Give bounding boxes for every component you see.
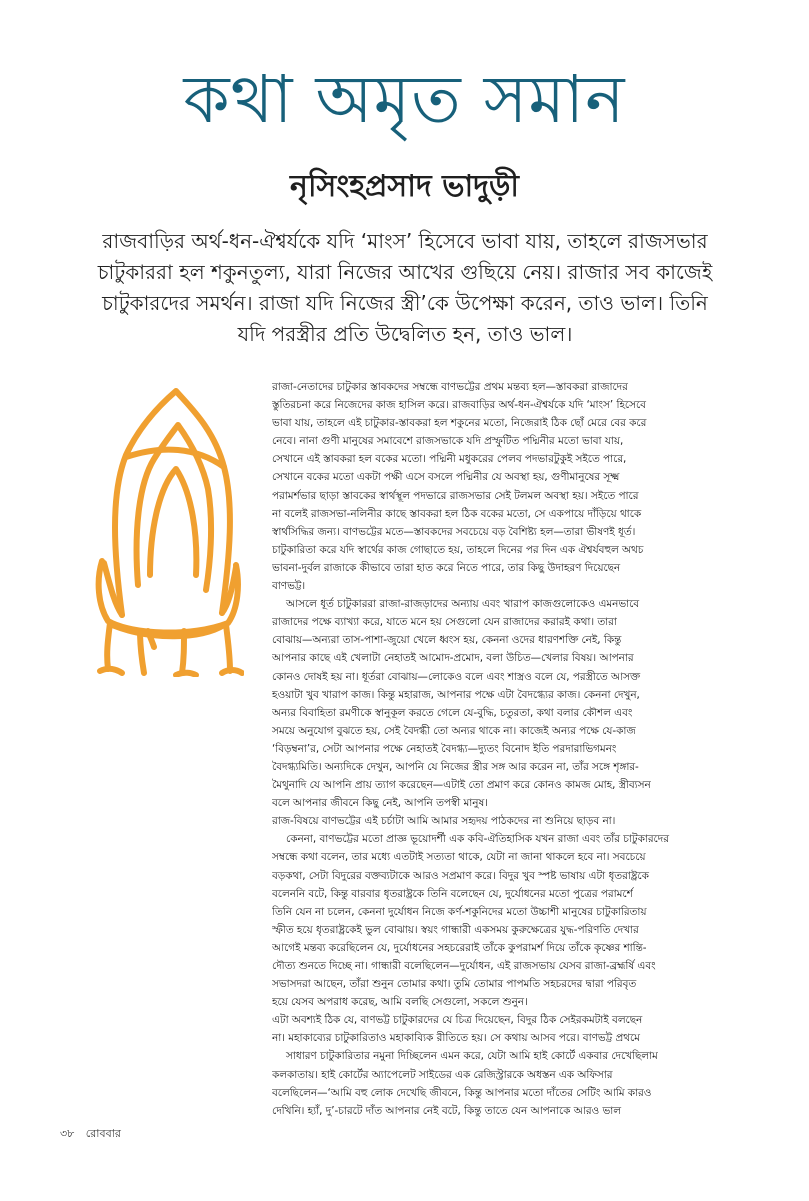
page-footer xyxy=(60,1126,121,1142)
body-line: ভাবনা-দুর্বল রাজাকে কীভাবে তারা হাত করে নিতে পারে, তার কিছু উদাহরণ দিয়েছেন xyxy=(272,561,621,574)
standfirst-line: যদি পরস্ত্রীর প্রতি উদ্বেলিত হন, তাও ভাল। xyxy=(237,322,573,346)
body-line: তিনি যেন না চলেন, কেননা দুর্যোধন নিজে কর্ণ-শকুনিদের মতো উচ্চাশী মানুষের চাটুকারিতায় xyxy=(272,905,647,918)
body-line: সেখানে বকের মতো একটা পক্ষী এসে বসলে পদ্মিনীর যে অবস্থা হয়, গুণীমানুষের সূক্ষ্ম xyxy=(272,471,620,484)
body-line: আপনার কাছে এই খেলাটা নেহাতই আমোদ-প্রমোদ, বলা উচিত—খেলার বিষয়। আপনার xyxy=(272,652,634,665)
body-line: রাজা-নেতাদের চাটুকার স্তাবকদের সম্বন্ধে বাণভট্টের প্রথম মন্তব্য হল—স্তাবকরা রাজাদের xyxy=(272,381,628,393)
page-number: ৩৮ xyxy=(60,1127,75,1140)
body-line: ভাবা যায়, তাহলে এই চাটুকার-স্তাবকরা হল শকুনের মতো, নিজেরাই ঠিক ছোঁ মেরে বের করে xyxy=(272,417,647,430)
body-line: বাণভট্ট। xyxy=(272,580,306,593)
body-line: কেননা, বাণভট্টের মতো প্রাজ্ঞ ভূয়োদর্শী এক কবি-ঐতিহাসিক যখন রাজা এবং তাঁর চাটুকারদের xyxy=(286,833,669,846)
body-line: সাধারণ চাটুকারিতার নমুনা দিচ্ছিলেন এমন করে, যেটা আমি হাই কোর্টে একবার দেখেছিলাম xyxy=(286,1050,658,1063)
body-line: স্তুতিরচনা করে নিজেদের কাজ হাসিল করে। রাজবাড়ির অর্থ-ধন-ঐশ্বর্যকে যদি ‘মাংস’ হিসেবে xyxy=(272,399,646,412)
body-line: রাজাদের পক্ষে ব্যাখ্যা করে, যাতে মনে হয় সেগুলো যেন রাজাদের করারই কথা। তারা xyxy=(272,616,617,629)
body-line: ‘বিড়ম্বনা’র, সেটা আপনার পক্ষে নেহাতই বৈদগ্ধ্য—দ্যুতং বিনোদ ইতি পরদারাভিগমনং xyxy=(272,742,617,755)
body-line: বলে আপনার জীবনে কিছু নেই, আপনি তপস্বী মানুষ। xyxy=(272,797,488,810)
article-author: নৃসিংহপ্রসাদ ভাদুড়ী xyxy=(290,169,519,204)
body-line: দেখিনি। হ্যাঁ, দু’-চারটে দাঁত আপনার নেই বটে, কিন্তু তাতে যেন আপনাকে আরও ভাল xyxy=(272,1104,621,1117)
body-line: বলেছিলেন—‘আমি বহু লোক দেখেছি জীবনে, কিন্তু আপনার মতো দাঁতের সেটিং আমি কারও xyxy=(272,1086,652,1099)
standfirst-line: রাজবাড়ির অর্থ-ধন-ঐশ্বর্যকে যদি ‘মাংস’ হিসেবে ভাবা যায়, তাহলে রাজসভার xyxy=(102,229,708,253)
standfirst-line: চাটুকাররা হল শকুনতুল্য, যারা নিজের আখের গুছিয়ে নেয়। রাজার সব কাজেই xyxy=(97,260,713,284)
sketch-chair-illustration xyxy=(92,385,244,677)
body-line: বলেননি বটে, কিন্তু বারবার ধৃতরাষ্ট্রকে তিনি বলেছেন যে, দুর্যোধনের মতো পুত্রের পরামর্শে xyxy=(272,887,633,900)
body-line: সভাসদরা আছেন, তাঁরা শুনুন তোমার কথা। তুমি তোমার পাপমতি সহচরদের দ্বারা পরিবৃত xyxy=(272,978,637,991)
body-line: স্ফীত হয়ে ধৃতরাষ্ট্রকেই ভুল বোঝায়। স্বয়ং গান্ধারী একসময় কুরুক্ষেত্রের যুদ্ধ-পরিণতি দেখার xyxy=(272,923,639,936)
body-line: হওয়াটা খুব খারাপ কাজ। কিন্তু মহারাজ, আপনার পক্ষে এটা বৈদগ্ধ্যের কাজ। কেননা দেখুন, xyxy=(272,688,640,701)
body-line: রাজ-বিষয়ে বাণভট্টের এই চর্চাটা আমি আমার সহৃদয় পাঠকদের না শুনিয়ে ছাড়ব না। xyxy=(272,815,616,828)
body-line: বড়কথা, সেটা বিদুরের বক্তব্যটাকে আরও সপ্রমাণ করে। বিদুর খুব স্পষ্ট ভাষায় এটা ধৃতরাষ্ট্রকে xyxy=(272,869,649,882)
body-line: কোনও দোষই হয় না। ধূর্তরা বোঝায়—লোকেও বলে এবং শাস্ত্রও বলে যে, পরস্ত্রীতে আসক্ত xyxy=(272,670,641,683)
body-line: নেবে। নানা গুণী মানুষের সমাবেশে রাজসভাকে যদি প্রস্ফুটিত পদ্মিনীর মতো ভাবা যায়, xyxy=(272,435,624,448)
body-line: দৌত্য শুনতে দিচ্ছে না। গান্ধারী বলেছিলেন—দুর্যোধন, এই রাজসভায় যেসব রাজা-ব্রহ্মর্ষি এবং xyxy=(272,960,656,972)
body-line: সম্বন্ধে কথা বলেন, তার মধ্যে এতটাই সত্যতা থাকে, যেটা না জানা থাকলে হবে না। সবচেয়ে xyxy=(272,851,646,864)
body-line: আগেই মন্তব্য করেছিলেন যে, দুর্যোধনের সহচরেরাই তাঁকে কুপরামর্শ দিয়ে তাঁকে কৃষ্ণের শান্তি- xyxy=(272,941,647,954)
body-line: বোঝায়—অন্যরা তাস-পাশা-জুয়ো খেলে ধ্বংস হয়, কেননা ওদের ধারণশক্তি নেই, কিন্তু xyxy=(272,634,622,647)
body-line: আসলে ধূর্ত চাটুকাররা রাজা-রাজড়াদের অন্যায় এবং খারাপ কাজগুলোকেও এমনভাবে xyxy=(286,598,640,611)
body-line: না বলেই রাজসভা-নলিনীর কাছে স্তাবকরা হল ঠিক বকের মতো, সে একপায়ে দাঁড়িয়ে থাকে xyxy=(272,507,642,520)
article-body xyxy=(272,378,784,1120)
body-line: সময়ে অনুযোগ বুঝতে হয়, সেই বৈদগ্ধী তো অন্যর থাকে না। কাজেই অন্যর পক্ষে যে-কাজ xyxy=(272,724,636,737)
body-line: সেখানে এই স্তাবকরা হল বকের মতো। পদ্মিনী মধুকরের পেলব পদভারটুকুই সইতে পারে, xyxy=(272,453,627,466)
body-line: কলকাতায়। হাই কোর্টের অ্যাপেলেট সাইডের এক রেজিস্ট্রারকে অধস্তন এক অফিসার xyxy=(272,1068,613,1081)
article-title: কথা অমৃত সমান xyxy=(183,61,626,138)
body-line: চাটুকারিতা করে যদি স্বার্থের কাজ গোছাতে হয়, তাহলে দিনের পর দিন এক ঐশ্বর্যবহুল অথচ xyxy=(272,543,644,556)
body-line: স্বার্থসিদ্ধির জন্য। বাণভট্টের মতে—স্তাবকদের সবচেয়ে বড় বৈশিষ্ট্য হল—তারা ভীষণই ধূর্ত। xyxy=(272,525,636,538)
body-line: বৈদগ্ধ্যমিতি। অন্যদিকে দেখুন, আপনি যে নিজের স্ত্রীর সঙ্গ আর করেন না, তাঁর সঙ্গে শৃঙ্গার- xyxy=(272,760,639,773)
body-line: মৈথুনাদি যে আপনি প্রায় ত্যাগ করেছেন—এটাই তো প্রমাণ করে কোনও কামজ মোহ, স্ত্রীব্যসন xyxy=(272,779,651,792)
body-line: অন্যর বিবাহিতা রমণীকে স্বানুকূল করতে গেলে যে-বুদ্ধি, চতুরতা, কথা বলার কৌশল এবং xyxy=(272,706,633,719)
body-line: পরামর্শভার ছাড়া স্তাবকের স্বার্থস্থূল পদভারে রাজসভার সেই টলমল অবস্থা হয়। সইতে পারে xyxy=(272,489,639,502)
article-standfirst xyxy=(60,226,750,350)
standfirst-line: চাটুকারদের সমর্থন। রাজা যদি নিজের স্ত্রী’কে উপেক্ষা করেন, তাও ভাল। তিনি xyxy=(102,291,708,315)
magazine-name: রোববার xyxy=(85,1127,121,1140)
body-line: না। মহাকাব্যের চাটুকারিতাও মহাকাব্যিক রীতিতে হয়। সে কথায় আসব পরে। বাণভট্ট প্রথমে xyxy=(272,1032,640,1045)
body-line: হয়ে যেসব অপরাধ করেছ, আমি বলছি সেগুলো, সকলে শুনুন। xyxy=(272,996,528,1009)
body-line: এটা অবশ্যই ঠিক যে, বাণভট্ট চাটুকারদের যে চিত্র দিয়েছেন, বিদুর ঠিক সেইরকমটাই বলছেন xyxy=(272,1014,643,1027)
